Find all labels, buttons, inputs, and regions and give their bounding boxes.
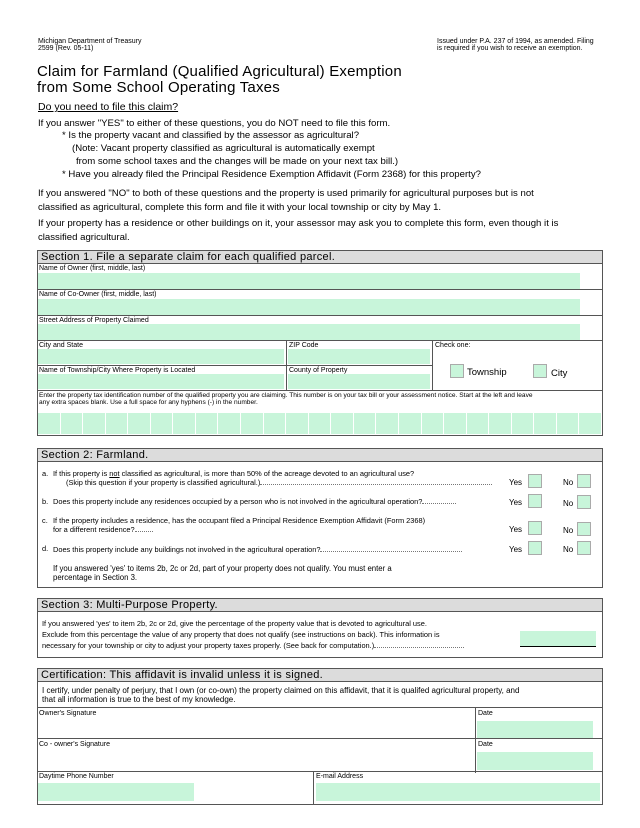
coowner-name-field[interactable] bbox=[38, 299, 580, 315]
issued-notice-line-2: is required if you wish to receive an exemption. bbox=[437, 45, 583, 52]
zip-code-field[interactable] bbox=[288, 349, 430, 364]
street-address-field[interactable] bbox=[38, 324, 580, 340]
item-b-text: Does this property include any residences occupied by a person who is not involved in the agricultural operation? bbox=[53, 497, 456, 506]
owner-date-field[interactable] bbox=[477, 721, 593, 738]
owner-name-field[interactable] bbox=[38, 273, 580, 289]
question-form-2368: * Have you already filed the Principal Residence Exemption Affidavit (Form 2368) for this property? bbox=[62, 169, 481, 180]
item-c-no-label: No bbox=[563, 526, 574, 535]
township-checkbox[interactable] bbox=[450, 364, 464, 378]
parcel-instructions-2: any extra spaces blank. Use a full space for any hyphens (-) in the number. bbox=[39, 399, 258, 406]
parcel-digit-cell[interactable] bbox=[241, 413, 264, 434]
residence-line-1: If your property has a residence or other buildings on it, your assessor may ask you to complete this form, even though it is bbox=[38, 218, 559, 229]
question-vacant: * Is the property vacant and classified by the assessor as agricultural? bbox=[62, 130, 360, 141]
parcel-digit-cell[interactable] bbox=[309, 413, 332, 434]
parcel-digit-cell[interactable] bbox=[331, 413, 354, 434]
certification-text-2: that all information is true to the best of my knowledge. bbox=[42, 695, 236, 704]
parcel-digit-cell[interactable] bbox=[489, 413, 512, 434]
if-no-line-2: classified as agricultural, complete this form and file it with your local township or city by May 1. bbox=[38, 202, 442, 213]
phone-field[interactable] bbox=[38, 783, 194, 801]
item-c-no-checkbox[interactable] bbox=[577, 522, 591, 536]
county-field[interactable] bbox=[288, 374, 430, 389]
township-city-field[interactable] bbox=[38, 374, 284, 389]
section-2-note-2: percentage in Section 3. bbox=[53, 573, 138, 582]
parcel-digit-cell[interactable] bbox=[579, 413, 602, 434]
city-checkbox[interactable] bbox=[533, 364, 547, 378]
parcel-digit-cell[interactable] bbox=[151, 413, 174, 434]
owner-name-label: Name of Owner (first, middle, last) bbox=[39, 265, 146, 272]
section-3-text-1: If you answered 'yes' to item 2b, 2c or 2d, give the percentage of the property value that is devoted to agricultural use. bbox=[42, 619, 427, 628]
parcel-digit-cell[interactable] bbox=[196, 413, 219, 434]
item-c-text: If the property includes a residence, has the occupant filed a Principal Residence Exemption Affidavit (Form 2368) bbox=[53, 516, 426, 525]
city-state-field[interactable] bbox=[38, 349, 284, 364]
form-title-line-2: from Some School Operating Taxes bbox=[37, 79, 280, 96]
issued-notice-line-1: Issued under P.A. 237 of 1994, as amended. Filing bbox=[437, 38, 594, 45]
if-yes-text: If you answer "YES" to either of these questions, you do NOT need to file this form. bbox=[38, 118, 391, 129]
section-3-text-3: necessary for your township or city to adjust your property taxes properly. (See back for computation.) bbox=[42, 641, 464, 650]
parcel-digit-cell[interactable] bbox=[38, 413, 61, 434]
agricultural-percentage-field[interactable] bbox=[520, 631, 596, 647]
parcel-digit-cell[interactable] bbox=[264, 413, 287, 434]
form-number: 2599 (Rev. 05-11) bbox=[38, 45, 94, 52]
township-city-label: Name of Township/City Where Property is Located bbox=[39, 367, 196, 374]
zip-code-label: ZIP Code bbox=[289, 342, 319, 349]
item-b-yes-label: Yes bbox=[509, 498, 523, 507]
parcel-digit-cell[interactable] bbox=[422, 413, 445, 434]
city-state-label: City and State bbox=[39, 342, 83, 349]
parcel-number-field[interactable] bbox=[38, 413, 602, 434]
item-a-yes-checkbox[interactable] bbox=[528, 474, 542, 488]
item-d-yes-checkbox[interactable] bbox=[528, 541, 542, 555]
phone-label: Daytime Phone Number bbox=[39, 773, 114, 780]
owner-signature-label: Owner's Signature bbox=[39, 710, 97, 717]
parcel-digit-cell[interactable] bbox=[128, 413, 151, 434]
township-option-label: Township bbox=[467, 367, 507, 378]
residence-line-2: classified agricultural. bbox=[38, 232, 130, 243]
need-to-file-heading: Do you need to file this claim? bbox=[38, 101, 179, 113]
parcel-digit-cell[interactable] bbox=[83, 413, 106, 434]
parcel-digit-cell[interactable] bbox=[61, 413, 84, 434]
section-3-heading: Section 3: Multi-Purpose Property. bbox=[37, 598, 603, 612]
check-one-label: Check one: bbox=[435, 342, 471, 349]
date-2-label: Date bbox=[478, 741, 493, 748]
parcel-digit-cell[interactable] bbox=[444, 413, 467, 434]
street-address-label: Street Address of Property Claimed bbox=[39, 317, 149, 324]
coowner-date-field[interactable] bbox=[477, 752, 593, 770]
parcel-digit-cell[interactable] bbox=[467, 413, 490, 434]
parcel-digit-cell[interactable] bbox=[399, 413, 422, 434]
parcel-digit-cell[interactable] bbox=[286, 413, 309, 434]
parcel-digit-cell[interactable] bbox=[557, 413, 580, 434]
item-a-skip-text: (Skip this question if your property is classified agricultural.) bbox=[66, 478, 492, 487]
parcel-digit-cell[interactable] bbox=[106, 413, 129, 434]
certification-text-1: I certify, under penalty of perjury, that I own (or co-own) the property claimed on this affidavit, that it is qualifed agricultural property, and bbox=[42, 686, 520, 695]
item-a-yes-label: Yes bbox=[509, 478, 523, 487]
item-d-text: Does this property include any buildings not involved in the agricultural operation? bbox=[53, 545, 462, 554]
parcel-instructions-1: Enter the property tax identification number of the qualified property you are claiming. This number is on your tax bill or your assessment notice. Start at the left and leave bbox=[39, 392, 533, 399]
section-2-note-1: If you answered 'yes' to items 2b, 2c or 2d, part of your property does not qualify. You must enter a bbox=[53, 564, 392, 573]
note-line-1: (Note: Vacant property classified as agricultural is automatically exempt bbox=[72, 143, 375, 154]
department-name: Michigan Department of Treasury bbox=[38, 38, 142, 45]
parcel-digit-cell[interactable] bbox=[512, 413, 535, 434]
parcel-digit-cell[interactable] bbox=[534, 413, 557, 434]
item-c-yes-checkbox[interactable] bbox=[528, 521, 542, 535]
if-no-line-1: If you answered "NO" to both of these questions and the property is used primarily for agricultural purposes but is not bbox=[38, 188, 534, 199]
email-field[interactable] bbox=[316, 783, 600, 801]
section-1-heading: Section 1. File a separate claim for each qualified parcel. bbox=[37, 250, 603, 264]
item-c-yes-label: Yes bbox=[509, 525, 523, 534]
section-2-heading: Section 2: Farmland. bbox=[37, 448, 603, 462]
coowner-signature-label: Co - owner's Signature bbox=[39, 741, 110, 748]
item-a-no-checkbox[interactable] bbox=[577, 474, 591, 488]
item-a-letter: a. bbox=[42, 469, 49, 478]
parcel-digit-cell[interactable] bbox=[376, 413, 399, 434]
item-b-no-label: No bbox=[563, 499, 574, 508]
form-title-line-1: Claim for Farmland (Qualified Agricultural) Exemption bbox=[37, 63, 402, 80]
email-label: E-mail Address bbox=[316, 773, 364, 780]
item-b-yes-checkbox[interactable] bbox=[528, 494, 542, 508]
item-b-letter: b. bbox=[42, 497, 49, 506]
certification-heading: Certification: This affidavit is invalid unless it is signed. bbox=[37, 668, 603, 682]
parcel-digit-cell[interactable] bbox=[354, 413, 377, 434]
item-b-no-checkbox[interactable] bbox=[577, 495, 591, 509]
date-1-label: Date bbox=[478, 710, 493, 717]
section-3-text-2: Exclude from this percentage the value of any property that does not qualify (see instructions on back). This information is bbox=[42, 630, 440, 639]
item-d-no-checkbox[interactable] bbox=[577, 541, 591, 555]
coowner-name-label: Name of Co-Owner (first, middle, last) bbox=[39, 291, 157, 298]
item-c-letter: c. bbox=[42, 516, 48, 525]
item-a-text: If this property is not classified as agricultural, is more than 50% of the acreage devoted to an agricultural use? bbox=[53, 469, 415, 478]
note-line-2: from some school taxes and the changes will be made on your next tax bill.) bbox=[76, 156, 399, 167]
item-d-yes-label: Yes bbox=[509, 545, 523, 554]
city-option-label: City bbox=[551, 368, 568, 379]
county-label: County of Property bbox=[289, 367, 348, 374]
item-d-letter: d. bbox=[42, 544, 49, 553]
item-a-no-label: No bbox=[563, 478, 574, 487]
parcel-digit-cell[interactable] bbox=[173, 413, 196, 434]
item-d-no-label: No bbox=[563, 545, 574, 554]
parcel-digit-cell[interactable] bbox=[218, 413, 241, 434]
item-c-text-2: for a different residence? bbox=[53, 525, 153, 534]
